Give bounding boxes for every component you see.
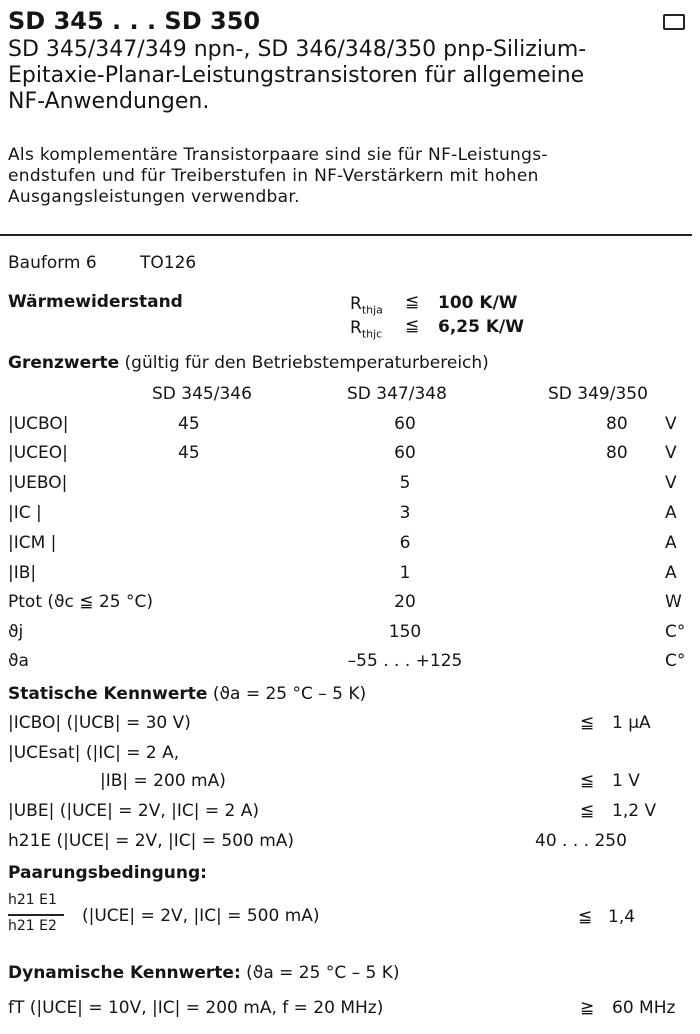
thermal-value: 100 K/W [438,293,518,313]
static-relation: ≦ [580,801,595,821]
limits-heading [8,352,489,374]
description-line: endstufen und für Treiberstufen in NF-Verstärkern mit hohen [8,166,539,186]
description-line: Ausgangsleistungen verwendbar. [8,187,300,207]
description-line: Als komplementäre Transistorpaare sind sie für NF-Leistungs- [8,145,548,165]
static-param: |UCEsat| (|IC| = 2 A, [8,743,180,763]
limits-title: Grenzwerte [8,353,120,373]
limits-cell-unit: C° [665,651,686,671]
box-symbol-icon [663,14,685,30]
limits-cell-param: |IB| [8,563,37,583]
limits-cell-unit: A [665,533,677,553]
dynamic-title: Dynamische Kennwerte: [8,963,241,983]
limits-cell-c2: 5 [399,473,411,493]
thermal-relation: ≦ [405,292,420,312]
limits-cell-c2: 1 [399,563,411,583]
limits-cell-param: |UCBO| [8,414,69,434]
limits-cell-c2: 6 [399,533,411,553]
limits-cell-unit: C° [665,622,686,642]
package-label: TO126 [140,253,197,273]
limits-cell-param: ϑa [8,651,29,671]
limits-note: (gültig für den Betriebstemperaturbereich) [124,353,489,373]
limits-cell-unit: W [665,592,682,612]
subtitle-line: Epitaxie-Planar-Leistungstransistoren für allgemeine [8,63,585,88]
column-header: SD 345/346 [152,384,252,404]
static-heading [8,683,366,705]
static-param: |UBE| (|UCE| = 2V, |IC| = 2 A) [8,801,260,821]
limits-cell-param: ϑj [8,622,24,642]
static-param: h21E (|UCE| = 2V, |IC| = 500 mA) [8,831,295,851]
limits-cell-c2: 60 [394,443,416,463]
subtitle-line: NF-Anwendungen. [8,89,210,114]
static-condition: (ϑa = 25 °C – 5 K) [212,684,367,704]
limits-cell-param: |UEBO| [8,473,68,493]
thermal-relation: ≦ [405,316,420,336]
column-header: SD 347/348 [347,384,447,404]
fraction-numerator: h21 E1 [8,892,57,908]
limits-cell-c1: 45 [178,414,200,434]
static-param: |IB| = 200 mA) [100,771,226,791]
fraction-bar [8,914,64,916]
dynamic-value: 60 MHz [612,998,676,1018]
limits-cell-unit: V [665,443,677,463]
pairing-relation: ≦ [578,907,593,927]
dynamic-condition: (ϑa = 25 °C – 5 K) [246,963,400,983]
limits-cell-c2: 150 [388,622,422,642]
limits-cell-param: |UCEO| [8,443,68,463]
static-relation: ≦ [580,713,595,733]
static-param: |ICBO| (|UCB| = 30 V) [8,713,191,733]
limits-cell-c3: 80 [606,414,628,434]
column-header: SD 349/350 [548,384,648,404]
limits-cell-param: |IC | [8,503,42,523]
thermal-value: 6,25 K/W [438,317,524,337]
dynamic-relation: ≧ [580,998,595,1018]
limits-cell-param: Ptot (ϑc ≦ 25 °C) [8,592,153,612]
subtitle-line: SD 345/347/349 npn-, SD 346/348/350 pnp-Silizium- [8,37,587,62]
static-value: 40 . . . 250 [535,831,627,851]
static-title: Statische Kennwerte [8,684,208,704]
limits-cell-c2: 20 [394,592,416,612]
pairing-value: 1,4 [608,907,636,927]
limits-cell-unit: A [665,503,677,523]
page-title: SD 345 . . . SD 350 [8,7,261,35]
static-value: 1 μA [612,713,651,733]
dynamic-heading [8,962,400,984]
limits-cell-c2: –55 . . . +125 [347,651,463,671]
thermal-symbol: $R_{thjc}$ [350,318,383,341]
limits-cell-unit: A [665,563,677,583]
fraction-denominator: h21 E2 [8,918,57,934]
thermal-symbol: $R_{thja}$ [350,294,383,317]
static-value: 1,2 V [612,801,657,821]
limits-cell-c3: 80 [606,443,628,463]
limits-cell-unit: V [665,473,677,493]
static-relation: ≦ [580,771,595,791]
limits-cell-c2: 60 [394,414,416,434]
pairing-condition: (|UCE| = 2V, |IC| = 500 mA) [82,906,320,926]
limits-cell-c2: 3 [399,503,411,523]
thermal-title: Wärmewiderstand [8,292,183,312]
limits-cell-unit: V [665,414,677,434]
static-value: 1 V [612,771,640,791]
pairing-title: Paarungsbedingung: [8,863,207,883]
bauform-label: Bauform 6 [8,253,97,273]
dynamic-param: fT (|UCE| = 10V, |IC| = 200 mA, f = 20 MHz) [8,998,384,1018]
section-divider [0,234,692,236]
limits-cell-c1: 45 [178,443,200,463]
limits-cell-param: |ICM | [8,533,57,553]
